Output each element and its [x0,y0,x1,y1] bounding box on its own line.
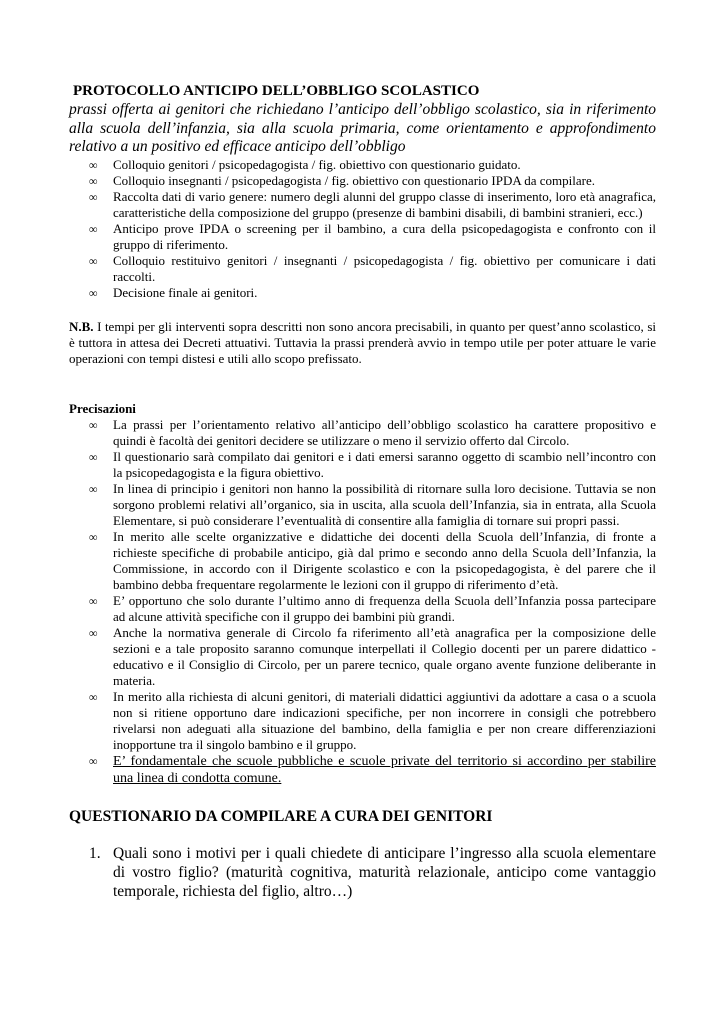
infinity-bullet-icon: ∞ [89,481,98,496]
question-item [69,844,656,901]
questions-list [69,844,656,901]
list-item: ∞ Raccolta dati di vario genere: numero degli alunni del gruppo classe di inserimento, loro età anagrafica, caratteristiche della composizione del gruppo (presenze di bambini disabili, di bambini stranieri, ecc.) [89,188,656,220]
list-item: ∞ Decisione finale ai genitori. [89,284,258,300]
list-item: ∞ Anticipo prove IPDA o screening per il bambino, a cura della psicopedagogista e confronto con il gruppo di riferimento. [89,220,656,252]
infinity-bullet-icon: ∞ [89,157,98,172]
infinity-bullet-icon: ∞ [89,221,98,236]
infinity-bullet-icon: ∞ [89,753,98,768]
list-item: ∞ E’ opportuno che solo durante l’ultimo anno di frequenza della Scuola dell’Infanzia possa partecipare ad alcune attività specifiche con il gruppo dei bambini più grandi. [89,592,656,624]
list-item: ∞ In merito alle scelte organizzative e didattiche dei docenti della Scuola dell’Infanzia, di fronte a richieste specifiche di probabile anticipo, già dal primo e secondo anno della Scuola dell’Infanzia, la Commissione, in accordo con il Dirigente scolastico e con la psicopedagogista, è del parere che il bambino debba frequentare regolarmente le lezioni con il gruppo di riferimento d’età. [89,528,656,592]
list-item: ∞ Colloquio insegnanti / psicopedagogista / fig. obiettivo con questionario IPDA da compilare. [89,172,596,188]
list-item: ∞ Colloquio genitori / psicopedagogista / fig. obiettivo con questionario guidato. [89,156,521,172]
precisazioni-title: Precisazioni [69,400,136,416]
list-item [69,753,656,787]
final-underlined-statement: E’ fondamentale che scuole pubbliche e scuole private del territorio si accordino per stabilire una linea di condotta comune. [113,753,656,786]
questionario-title: QUESTIONARIO DA COMPILARE A CURA DEI GENITORI [69,807,493,825]
list-item: ∞ Anche la normativa generale di Circolo fa riferimento all’età anagrafica per la composizione delle sezioni e a tale proposito saranno comunque interpellati il Collegio docenti per un parere didattico - educativo e il Consiglio di Circolo, per un parere tecnico, quale organo avente funzione deliberante in materia. [89,624,656,688]
nb-paragraph [69,319,656,367]
steps-list [69,157,656,301]
document-subtitle: prassi offerta ai genitori che richiedano l’anticipo dell’obbligo scolastico, sia in riferimento alla scuola dell’infanzia, sia alla scuola primaria, come orientamento e approfondimento relativo a un positivo ed efficace anticipo dell’obbligo [69,101,656,155]
infinity-bullet-icon: ∞ [89,253,98,268]
list-item: ∞ In merito alla richiesta di alcuni genitori, di materiali didattici aggiuntivi da adottare a casa o a scuola non si ritiene opportuno dare indicazioni specifiche, per non incorrere in consigli che potrebbero rivelarsi non adeguati alla situazione del bambino, della famiglia e per non creare differenziazioni inopportune tra il singolo bambino e il gruppo. [89,688,656,752]
infinity-bullet-icon: ∞ [89,529,98,544]
document-page [69,82,656,901]
infinity-bullet-icon: ∞ [89,417,98,432]
list-item: ∞ Il questionario sarà compilato dai genitori e i dati emersi saranno oggetto di scambio nell’incontro con la psicopedagogista e la figura obiettivo. [89,448,656,480]
nb-label: N.B. [69,318,94,334]
list-item: ∞ La prassi per l’orientamento relativo all’anticipo dell’obbligo scolastico ha carattere propositivo e quindi è facoltà dei genitori decidere se utilizzare o meno il servizio offerto dal Circolo. [89,416,656,448]
question-number: 1. [89,844,101,862]
list-item: ∞ Colloquio restituivo genitori / insegnanti / psicopedagogista / fig. obiettivo per comunicare i dati raccolti. [89,252,656,284]
infinity-bullet-icon: ∞ [89,625,98,640]
question-text: Quali sono i motivi per i quali chiedete di anticipare l’ingresso alla scuola elementare di vostro figlio? (maturità cognitiva, maturità relazionale, anticipo come vantaggio temporale, richiesta del figlio, altro…) [113,844,656,900]
list-item: ∞ In linea di principio i genitori non hanno la possibilità di ritornare sulla loro decisione. Tuttavia se non sorgono problemi relativi all’organico, sia in uscita, alla scuola dell’Infanzia, sia in entrata, alla Scuola Elementare, si può considerare l’eventualità di consentire alla famiglia di tornare sui propri passi. [89,480,656,528]
precisazioni-list [69,417,656,787]
nb-text: I tempi per gli interventi sopra descritti non sono ancora precisabili, in quanto per quest’anno scolastico, si è tuttora in attesa dei Decreti attuativi. Tuttavia la prassi prenderà avvio in tempo utile per poter attuare le varie operazioni con tempi distesi e utili allo scopo prefissato. [69,318,656,366]
infinity-bullet-icon: ∞ [89,173,98,188]
document-title: PROTOCOLLO ANTICIPO DELL’OBBLIGO SCOLASTICO [73,83,480,99]
infinity-bullet-icon: ∞ [89,449,98,464]
infinity-bullet-icon: ∞ [89,593,98,608]
infinity-bullet-icon: ∞ [89,285,98,300]
infinity-bullet-icon: ∞ [89,689,98,704]
infinity-bullet-icon: ∞ [89,189,98,204]
